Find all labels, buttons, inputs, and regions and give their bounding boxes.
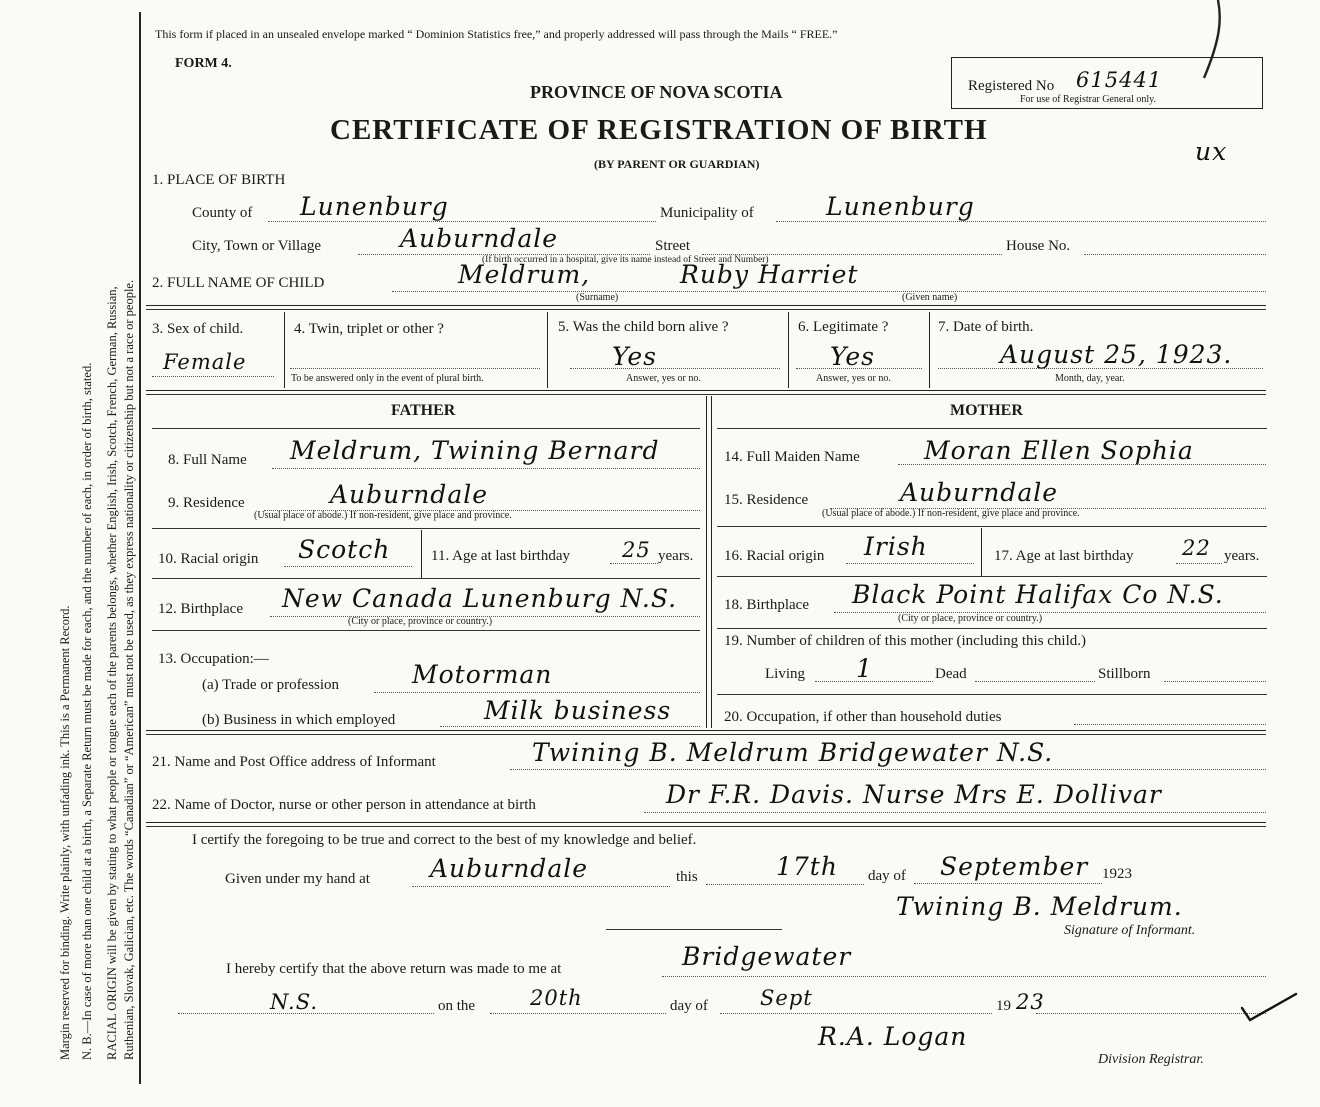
mother-residence-value: Auburndale — [900, 478, 1059, 507]
registered-number: 615441 — [1076, 68, 1163, 92]
county-value: Lunenburg — [300, 192, 449, 221]
registrar-place: Bridgewater — [682, 942, 852, 971]
mother-occupation-label: 20. Occupation, if other than household duties — [724, 709, 1002, 725]
mother-birthplace-note: (City or place, province or country.) — [898, 613, 1043, 624]
checkmark-icon — [1240, 992, 1300, 1026]
municipality-value: Lunenburg — [826, 192, 975, 221]
legitimate-value: Yes — [830, 342, 875, 371]
father-age-value: 25 — [622, 538, 651, 562]
dob-note: Month, day, year. — [1055, 373, 1125, 384]
province-heading: PROVINCE OF NOVA SCOTIA — [530, 82, 783, 102]
given-label: Given under my hand at — [225, 871, 370, 887]
margin-note-binding: Margin reserved for binding. Write plainly, with unfading ink. This is a Permanent Record. — [58, 605, 72, 1060]
mail-notice: This form if placed in an unsealed envelope marked “ Dominion Statistics free,” and properly addressed will pass through the Mails “ FREE.” — [155, 27, 838, 41]
binding-margin-line — [139, 12, 141, 1084]
doctor-label: 22. Name of Doctor, nurse or other person in attendance at birth — [152, 797, 536, 813]
certificate-subtitle: (BY PARENT OR GUARDIAN) — [594, 157, 760, 171]
given-month: September — [940, 852, 1089, 881]
registered-label: Registered No — [968, 78, 1055, 94]
mother-age-label: 17. Age at last birthday — [994, 548, 1134, 564]
mother-birthplace-label: 18. Birthplace — [724, 597, 809, 613]
place-of-birth-label: 1. PLACE OF BIRTH — [152, 172, 286, 188]
surname-note: (Surname) — [576, 292, 619, 303]
registrar-signature: R.A. Logan — [818, 1022, 968, 1051]
municipality-label: Municipality of — [660, 205, 754, 221]
stillborn-label: Stillborn — [1098, 666, 1151, 682]
father-business-label: (b) Business in which employed — [202, 712, 396, 728]
margin-note-racial-origin-cont: Ruthenian, Slovak, Galician, etc. The words “Canadian” or “American” must not be used, as they express nationality or citizenship but not a race or people. — [122, 279, 136, 1060]
child-name-label: 2. FULL NAME OF CHILD — [152, 275, 325, 291]
mother-racial-value: Irish — [864, 532, 928, 561]
living-value: 1 — [856, 654, 873, 683]
twin-label: 4. Twin, triplet or other ? — [294, 321, 444, 337]
street-label: Street — [655, 238, 690, 254]
father-trade-label: (a) Trade or profession — [202, 677, 340, 693]
on-the-label: on the — [438, 998, 476, 1014]
mother-residence-label: 15. Residence — [724, 492, 809, 508]
mother-heading: MOTHER — [950, 402, 1023, 419]
father-years-label: years. — [658, 548, 694, 564]
day-of-label: day of — [868, 868, 906, 884]
form-number: FORM 4. — [175, 56, 232, 71]
mother-residence-note: (Usual place of abode.) If non-resident, give place and province. — [822, 508, 1080, 519]
father-age-label: 11. Age at last birthday — [431, 548, 570, 564]
father-birthplace-note: (City or place, province or country.) — [348, 616, 493, 627]
father-business-value: Milk business — [484, 696, 672, 725]
registrar-note: For use of Registrar General only. — [1020, 94, 1156, 105]
given-day: 17th — [776, 852, 838, 881]
county-label: County of — [192, 205, 253, 221]
father-residence-label: 9. Residence — [168, 495, 245, 511]
father-birthplace-label: 12. Birthplace — [158, 601, 243, 617]
mother-name-label: 14. Full Maiden Name — [724, 449, 860, 465]
registrar-statement: I hereby certify that the above return was made to me at — [226, 961, 562, 977]
dob-label: 7. Date of birth. — [938, 319, 1034, 335]
informant-signature: Twining B. Meldrum. — [896, 892, 1183, 921]
registrar-day-of-label: day of — [670, 998, 708, 1014]
given-place: Auburndale — [430, 854, 589, 883]
sex-label: 3. Sex of child. — [152, 321, 244, 337]
registrar-day: 20th — [530, 986, 583, 1010]
informant-value: Twining B. Meldrum Bridgewater N.S. — [532, 738, 1054, 767]
registrar-place-2: N.S. — [270, 990, 319, 1014]
father-name-value: Meldrum, Twining Bernard — [290, 436, 660, 465]
given-name-note: (Given name) — [902, 292, 958, 303]
father-residence-note: (Usual place of abode.) If non-resident, give place and province. — [254, 510, 512, 521]
city-value: Auburndale — [400, 224, 559, 253]
street-note: (If birth occurred in a hospital, give its name instead of Street and Number) — [482, 255, 769, 265]
margin-note-multiple-births: N. B.—In case of more than one child at a birth, a Separate Return must be made for each, and the number of each, in order of birth, stated. — [80, 362, 94, 1060]
house-label: House No. — [1006, 238, 1071, 254]
mother-age-value: 22 — [1182, 536, 1211, 560]
dob-value: August 25, 1923. — [1000, 340, 1233, 369]
pen-stroke-mark — [1196, 0, 1226, 84]
this-label: this — [676, 869, 698, 885]
father-racial-value: Scotch — [298, 535, 391, 564]
alive-label: 5. Was the child born alive ? — [558, 319, 729, 335]
father-trade-value: Motorman — [412, 660, 553, 689]
city-label: City, Town or Village — [192, 238, 322, 254]
twin-note: To be answered only in the event of plural birth. — [291, 373, 484, 384]
given-year: 1923 — [1102, 866, 1132, 882]
mother-racial-label: 16. Racial origin — [724, 548, 825, 564]
legitimate-label: 6. Legitimate ? — [798, 319, 889, 335]
sex-value: Female — [163, 350, 247, 374]
mother-birthplace-value: Black Point Halifax Co N.S. — [852, 580, 1224, 609]
registrar-title: Division Registrar. — [1098, 1052, 1204, 1067]
father-birthplace-value: New Canada Lunenburg N.S. — [282, 584, 678, 613]
mother-children-label: 19. Number of children of this mother (including this child.) — [724, 633, 1087, 649]
father-occupation-label: 13. Occupation:— — [158, 651, 269, 667]
mother-years-label: years. — [1224, 548, 1260, 564]
doctor-value: Dr F.R. Davis. Nurse Mrs E. Dollivar — [666, 780, 1162, 809]
alive-value: Yes — [612, 342, 657, 371]
child-given-names: Ruby Harriet — [680, 260, 859, 289]
living-label: Living — [765, 666, 805, 682]
alive-note: Answer, yes or no. — [626, 373, 701, 384]
certify-statement: I certify the foregoing to be true and correct to the best of my knowledge and belief. — [192, 832, 697, 848]
informant-label: 21. Name and Post Office address of Informant — [152, 754, 436, 770]
margin-note-racial-origin: RACIAL ORIGIN will be given by stating to what people or tongue each of the parents belongs, whether English, Irish, Scotch, French, German, Russian, — [105, 286, 119, 1060]
signature-label: Signature of Informant. — [1064, 923, 1196, 938]
registrar-month: Sept — [760, 986, 813, 1010]
corner-mark: ux — [1195, 137, 1228, 166]
father-heading: FATHER — [391, 402, 456, 419]
registrar-year-suffix: 23 — [1016, 990, 1045, 1014]
registrar-year-prefix: 19 — [996, 998, 1011, 1014]
father-residence-value: Auburndale — [330, 480, 489, 509]
certificate-title: CERTIFICATE OF REGISTRATION OF BIRTH — [330, 114, 988, 146]
father-racial-label: 10. Racial origin — [158, 551, 259, 567]
dead-label: Dead — [935, 666, 967, 682]
child-surname: Meldrum, — [458, 260, 591, 289]
mother-name-value: Moran Ellen Sophia — [924, 436, 1194, 465]
father-name-label: 8. Full Name — [168, 452, 247, 468]
legitimate-note: Answer, yes or no. — [816, 373, 891, 384]
